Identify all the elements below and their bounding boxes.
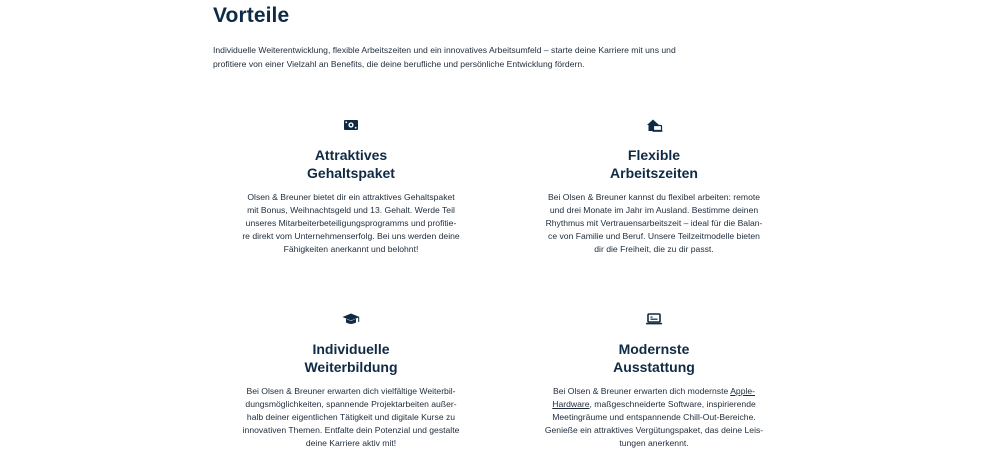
benefit-card-training — [216, 312, 486, 450]
benefit-text-line: tungen anerkennt. — [619, 438, 689, 448]
benefit-text-line: dungsmöglichkeiten, spannende Projektarbeiten außer- — [245, 399, 457, 409]
benefit-title-line-1: Modernste — [618, 341, 690, 357]
benefit-text-line: ce von Familie und Beruf. Unsere Teilzeitmodelle bieten — [548, 231, 760, 241]
benefit-card-flexible-hours — [519, 118, 789, 256]
graduation-cap-icon — [341, 312, 361, 326]
benefit-text-line: Genieße ein attraktives Vergütungspaket, das deine Leis- — [544, 425, 764, 435]
laptop-icon — [644, 312, 664, 326]
benefit-text-line: dir die Freiheit, die zu dir passt. — [594, 244, 714, 254]
benefit-text-line: unseres Mitarbeiterbeteiligungsprogramms und profitie- — [245, 218, 457, 228]
intro-line-1: Individuelle Weiterentwicklung, flexible Arbeitszeiten und ein innovatives Arbeitsumfeld – starte deine Karriere mit uns und — [213, 45, 676, 55]
benefit-text-line: und drei Monate im Jahr im Ausland. Bestimme deinen — [549, 205, 759, 215]
benefit-text-line: Fähigkeiten anerkannt und belohnt! — [283, 244, 419, 254]
benefit-text-line: Bei Olsen & Breuner erwarten dich vielfältige Weiterbil- — [246, 386, 456, 396]
benefit-card-equipment — [519, 312, 789, 450]
benefit-text-line: Olsen & Breuner bietet dir ein attraktives Gehaltspaket — [247, 192, 455, 202]
section-intro — [213, 43, 773, 71]
money-icon — [341, 118, 361, 132]
apple-hardware-link[interactable]: Apple- — [730, 386, 756, 396]
benefit-text-line: mit Bonus, Weihnachtsgeld und 13. Gehalt. Werde Teil — [247, 205, 455, 215]
benefit-text-line: Bei Olsen & Breuner kannst du flexibel arbeiten: remote — [547, 192, 761, 202]
benefit-description — [216, 191, 486, 256]
benefit-text-line: re direkt vom Unternehmenserfolg. Bei uns werden deine — [242, 231, 460, 241]
benefit-title-line-2: Weiterbildung — [304, 359, 398, 375]
benefit-description — [216, 385, 486, 450]
benefit-text-line: Meetingräume und entspannende Chill-Out-Bereiche. — [552, 412, 756, 422]
apple-hardware-link-continued[interactable]: Hardware — [552, 399, 590, 409]
benefit-description — [519, 191, 789, 256]
benefit-title — [216, 340, 486, 376]
benefit-title-line-2: Ausstattung — [613, 359, 695, 375]
benefit-text-line: innovativen Themen. Entfalte dein Potenzial und gestalte — [242, 425, 460, 435]
home-office-icon — [644, 118, 664, 132]
benefit-text-line: Rhythmus mit Vertrauensarbeitszeit – ideal für die Balan- — [545, 218, 763, 228]
benefit-text-line — [519, 398, 789, 411]
benefit-card-salary — [216, 118, 486, 256]
benefit-title-line-1: Individuelle — [312, 341, 390, 357]
benefit-title-line-2: Gehaltspaket — [307, 165, 395, 181]
section-title: Vorteile — [213, 4, 290, 27]
benefit-title-line-1: Attraktives — [314, 147, 388, 163]
intro-line-2: profitiere von einer Vielzahl an Benefits, die deine berufliche und persönliche Entwicklung fördern. — [213, 59, 585, 69]
benefit-title — [519, 146, 789, 182]
benefit-title — [216, 146, 486, 182]
benefit-title-line-1: Flexible — [627, 147, 681, 163]
benefit-text-line: deine Karriere aktiv mit! — [305, 438, 397, 448]
benefit-description — [519, 385, 789, 450]
benefit-text-line: halb deiner eigentlichen Tätigkeit und digitale Kurse zu — [246, 412, 456, 422]
benefit-title — [519, 340, 789, 376]
benefit-text-suffix: , maßgeschneiderte Software, inspirierende — [589, 399, 756, 409]
benefit-text-prefix: Bei Olsen & Breuner erwarten dich modernste — [552, 386, 731, 396]
benefit-text-line — [519, 385, 789, 398]
benefit-title-line-2: Arbeitszeiten — [610, 165, 698, 181]
